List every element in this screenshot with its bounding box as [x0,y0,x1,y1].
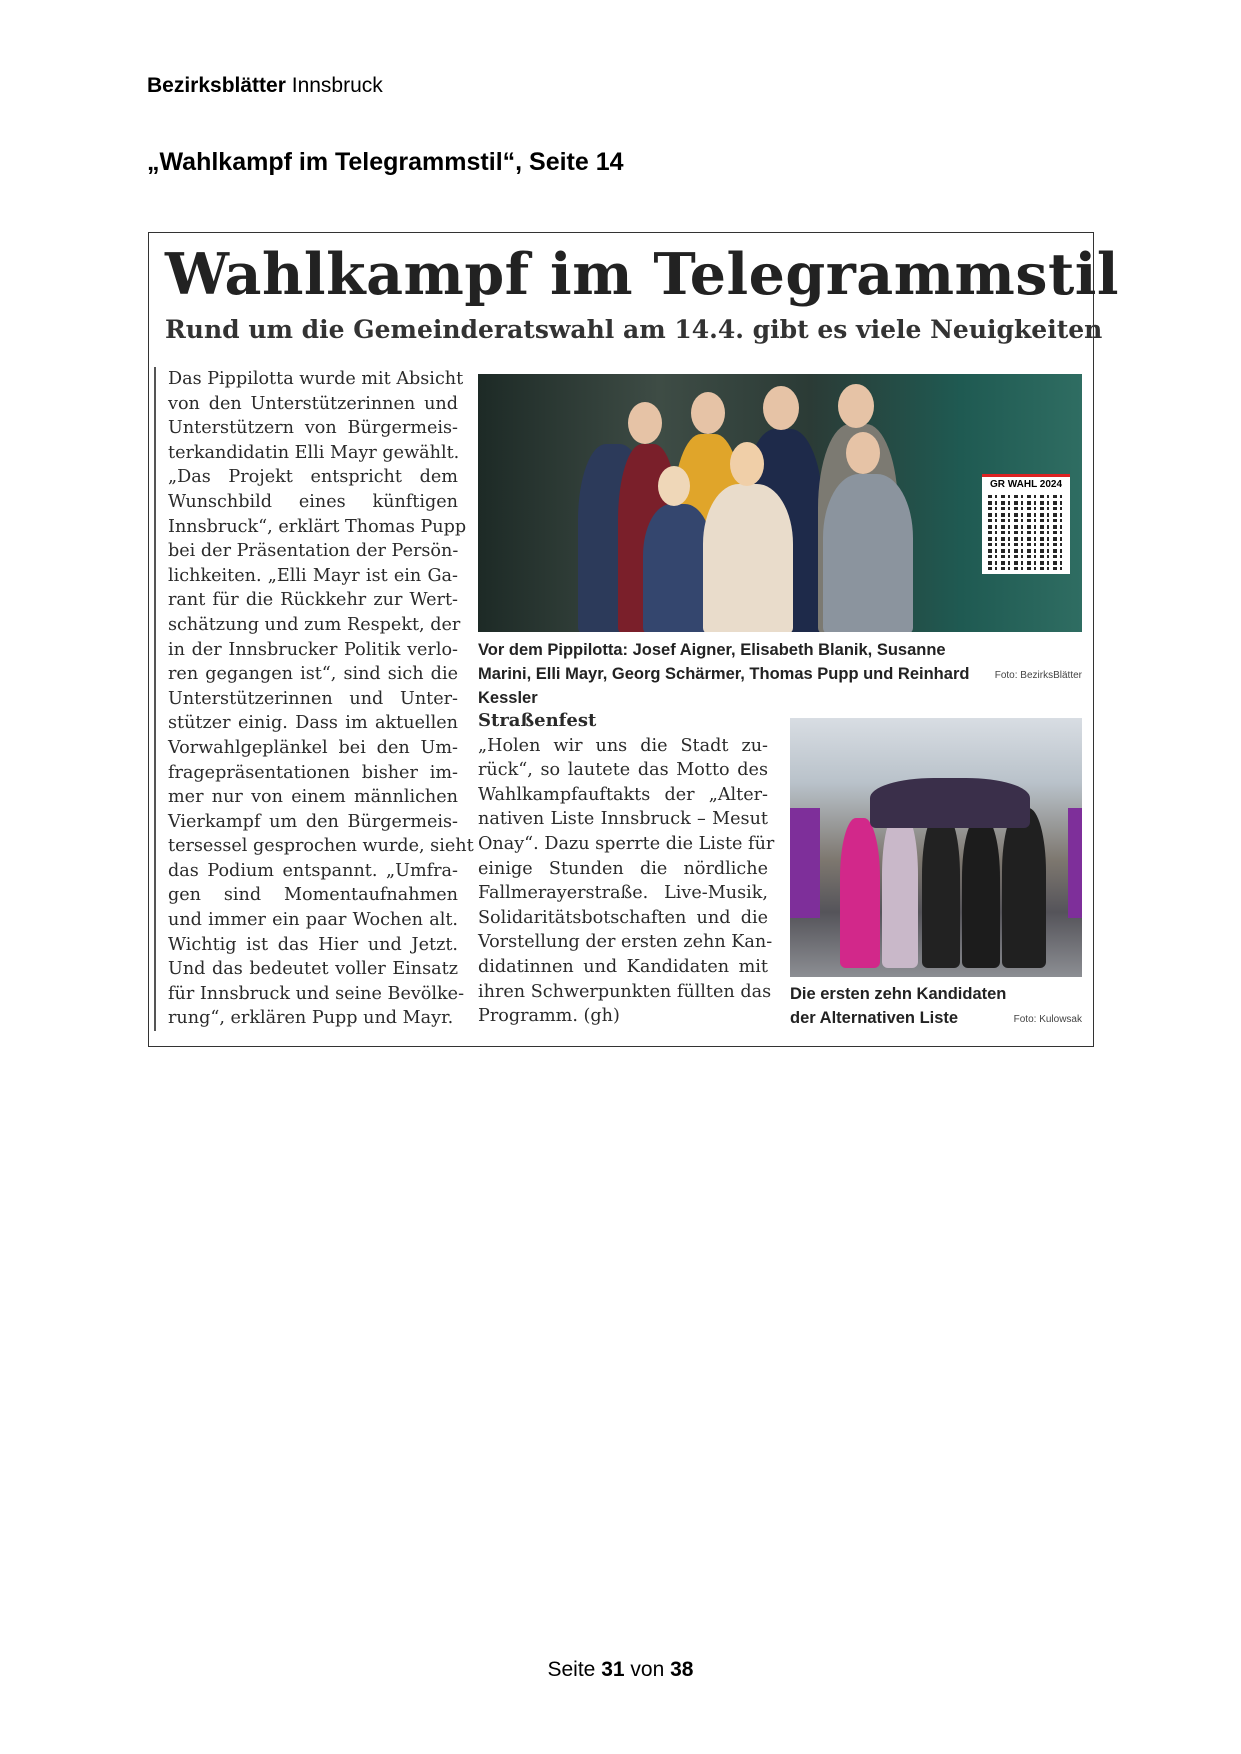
text-line: Und das bedeutet voller Einsatz [168,959,458,980]
text-line: Innsbruck“, erklärt Thomas Pupp [168,516,467,537]
text-line: Programm. (gh) [478,1006,620,1027]
text-line: mer nur von einem männlichen [168,787,458,808]
text-line: Wichtig ist das Hier und Jetzt. [168,934,458,955]
text-line: Fallmerayerstraße. Live-Musik, [478,883,768,904]
qr-label: GR WAHL 2024 [982,474,1070,492]
article-headline: Wahlkampf im Telegrammstil [165,241,1120,308]
photo2-caption [790,982,1082,1032]
text-line: einige Stunden die nördliche [478,858,768,879]
text-line: Vorwahlgeplänkel bei den Um- [168,737,458,758]
photo1-caption-text: Vor dem Pippilotta: Josef Aigner, Elisabeth Blanik, Susanne Marini, Elli Mayr, Georg Schärmer, Thomas Pupp und Reinhard Kessler [478,641,970,707]
text-line: tersessel gesprochen wurde, sieht [168,836,474,857]
text-line: schätzung und zum Respekt, der [168,614,461,635]
text-line: Unterstützern von Bürgermeis- [168,418,458,439]
publication-region: Innsbruck [291,74,383,97]
photo2-credit: Foto: Kulowsak [1013,1014,1082,1025]
group-photo-pippilotta [478,374,1082,632]
text-line: für Innsbruck und seine Bevölke- [168,983,465,1004]
text-line: Das Pippilotta wurde mit Absicht [168,369,464,389]
qr-code-pattern [988,494,1064,570]
text-line: Onay“. Dazu sperrte die Liste für [478,833,775,854]
text-line: gen sind Momentaufnahmen [168,885,458,906]
photo2-caption-text: Die ersten zehn Kandidaten der Alternativen Liste [790,985,1007,1027]
text-line: terkandidatin Elli Mayr gewählt. [168,442,460,463]
footer-middle: von [630,1658,665,1681]
text-line: in der Innsbrucker Politik verlo- [168,639,458,660]
text-line: „Das Projekt entspricht dem [168,467,458,488]
text-line: ihren Schwerpunkten füllten das [478,981,772,1002]
photo1-caption [478,638,1082,710]
publication-header [147,74,383,98]
page-footer [0,1658,1241,1682]
text-line: Wahlkampfauftakts der „Alter- [478,784,768,805]
footer-total-pages: 38 [670,1658,694,1681]
text-line: Vierkampf um den Bürgermeis- [168,811,458,832]
text-line: Solidaritätsbotschaften und die [478,907,768,928]
text-line: Wunschbild eines künftigen [168,491,458,512]
text-line: rung“, erklären Pupp und Mayr. [168,1008,454,1029]
footer-prefix: Seite [547,1658,596,1681]
left-column-text [154,367,474,1031]
group-photo-alternative-liste [790,718,1082,977]
article-subheadline: Rund um die Gemeinderatswahl am 14.4. gibt es viele Neuigkeiten [165,315,1103,344]
text-line: das Podium entspannt. „Umfra- [168,860,458,881]
text-line: didatinnen und Kandidaten mit [478,956,768,977]
text-line: fragepräsentationen bisher im- [168,762,458,783]
text-line: nativen Liste Innsbruck – Mesut [478,809,768,830]
text-line: ren gegangen ist“, sind sich die [168,664,458,685]
middle-column-text [478,709,775,1029]
text-line: rant für die Rückkehr zur Wert- [168,590,458,611]
qr-code[interactable] [982,474,1070,574]
newspaper-clipping [148,232,1120,1047]
document-title: „Wahlkampf im Telegrammstil“, Seite 14 [147,148,624,176]
text-line: und immer ein paar Wochen alt. [168,910,458,931]
publication-name: Bezirksblätter [147,74,286,97]
text-line: bei der Präsentation der Persön- [168,541,459,562]
text-line: lichkeiten. „Elli Mayr ist ein Ga- [168,565,458,586]
text-line: Unterstützerinnen und Unter- [168,688,458,709]
text-line: stützer einig. Dass im aktuellen [168,713,458,734]
photo1-credit: Foto: BezirksBlätter [994,670,1082,681]
text-line: Vorstellung der ersten zehn Kan- [478,932,773,953]
text-line: „Holen wir uns die Stadt zu- [478,735,768,756]
section-heading-strassenfest: Straßenfest [478,710,597,731]
footer-page-number: 31 [601,1658,625,1681]
text-line: von den Unterstützerinnen und [168,393,458,414]
text-line: rück“, so lautete das Motto des [478,760,768,781]
